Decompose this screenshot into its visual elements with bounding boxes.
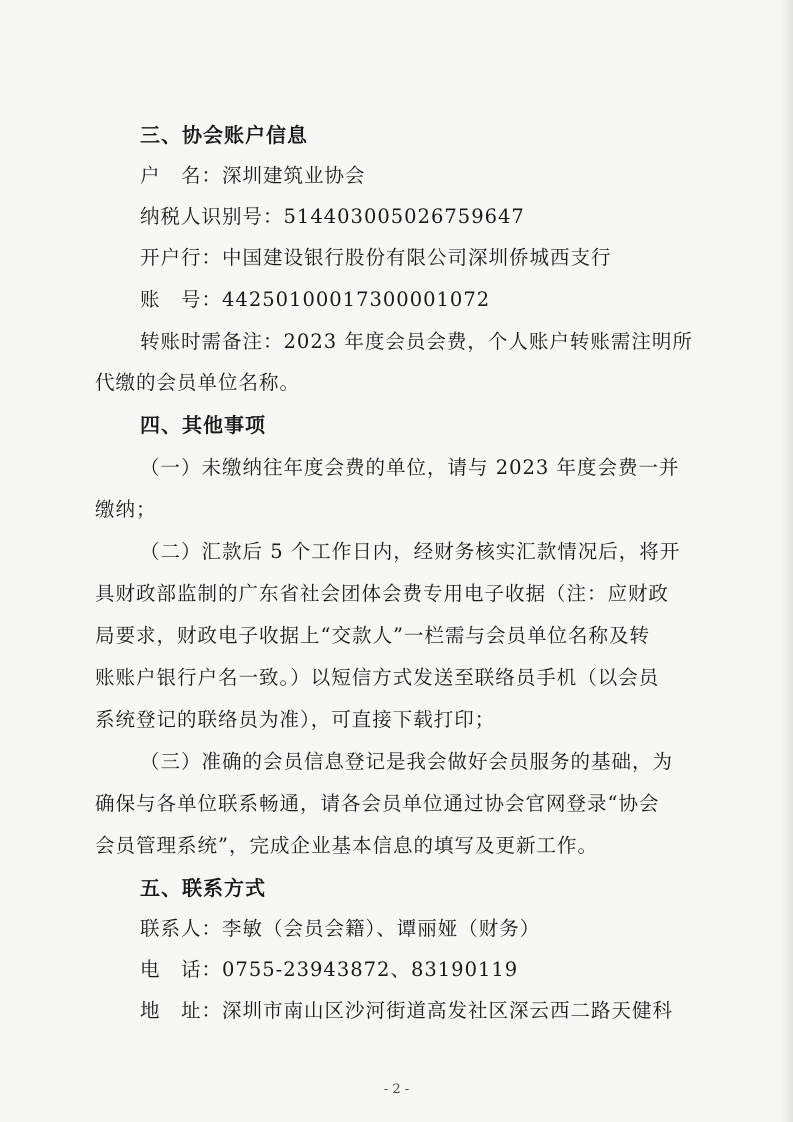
- item-3-line-1: （三）准确的会员信息登记是我会做好会员服务的基础，为: [140, 750, 674, 773]
- section-5-heading: 五、联系方式: [140, 876, 266, 900]
- item-3-line-2: 确保与各单位联系畅通，请各会员单位通过协会官网登录“协会: [95, 792, 660, 815]
- account-name: 户 名：深圳建筑业协会: [140, 164, 366, 187]
- account-number: 账 号：44250100017300001072: [140, 288, 491, 311]
- contact-person: 联系人：李敏（会员会籍）、谭丽娅（财务）: [140, 917, 541, 940]
- address: 地 址：深圳市南山区沙河街道高发社区深云西二路天健科: [140, 999, 674, 1022]
- item-2-line-3: 局要求，财政电子收据上“交款人”一栏需与会员单位名称及转: [95, 624, 650, 647]
- item-2-line-2: 具财政部监制的广东省社会团体会费专用电子收据（注：应财政: [95, 582, 670, 605]
- item-1-line-2: 缴纳；: [95, 498, 157, 521]
- item-2-line-1: （二）汇款后 5 个工作日内，经财务核实汇款情况后，将开: [140, 540, 681, 563]
- phone: 电 话：0755-23943872、83190119: [140, 958, 519, 981]
- tax-id: 纳税人识别号：514403005026759647: [140, 205, 525, 228]
- transfer-remark-line-2: 代缴的会员单位名称。: [95, 371, 301, 394]
- item-2-line-5: 系统登记的联络员为准），可直接下载打印；: [95, 708, 496, 731]
- transfer-remark-line-1: 转账时需备注：2023 年度会员会费，个人账户转账需注明所: [140, 330, 693, 353]
- scan-edge-shadow: [779, 0, 793, 1122]
- item-3-line-3: 会员管理系统”，完成企业基本信息的填写及更新工作。: [95, 834, 598, 857]
- section-3-heading: 三、协会账户信息: [140, 123, 308, 147]
- bank-name: 开户行：中国建设银行股份有限公司深圳侨城西支行: [140, 246, 612, 269]
- page-number: - 2 -: [383, 1082, 410, 1097]
- item-2-line-4: 账账户银行户名一致。）以短信方式发送至联络员手机（以会员: [95, 666, 660, 689]
- item-1-line-1: （一）未缴纳往年度会费的单位，请与 2023 年度会费一并: [140, 456, 680, 479]
- section-4-heading: 四、其他事项: [140, 413, 266, 437]
